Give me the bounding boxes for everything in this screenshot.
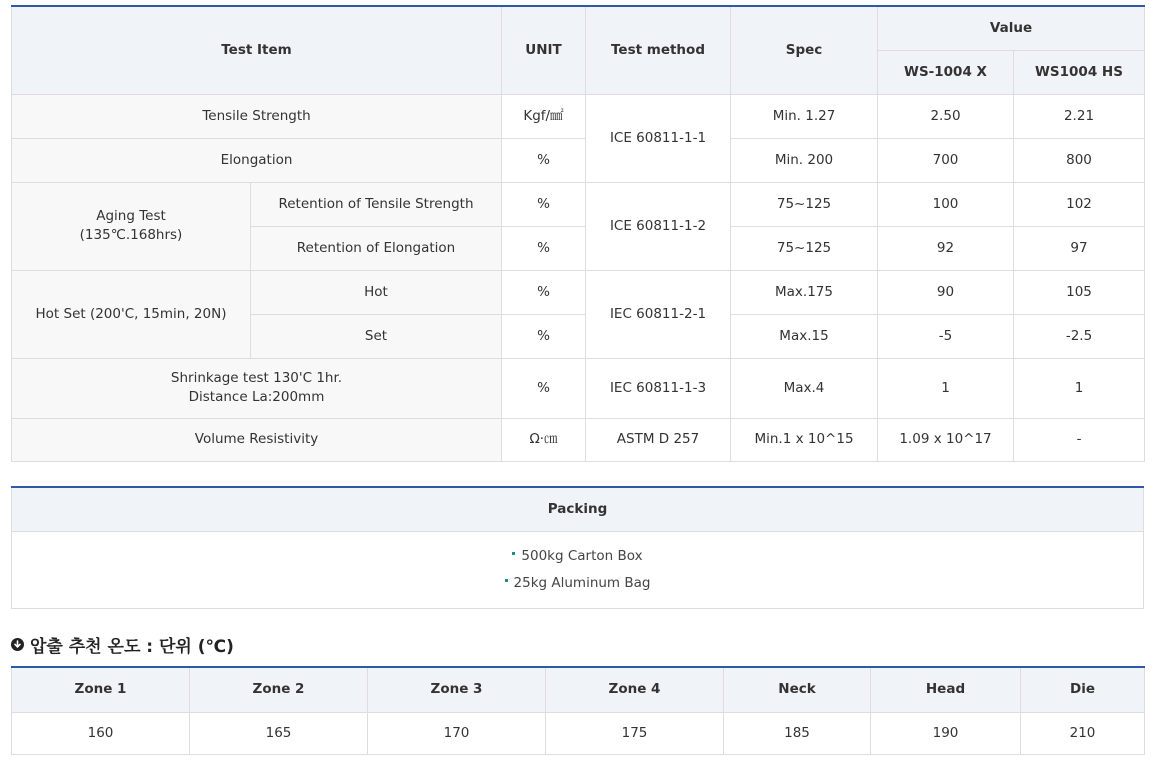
table-row (12, 358, 1145, 418)
header-zone-2: Zone 2 (190, 667, 368, 712)
packing-title: Packing (12, 487, 1144, 531)
row-method: ASTM D 257 (586, 418, 731, 461)
header-test-method: Test method (586, 6, 731, 94)
row-unit: % (502, 314, 586, 358)
row-method: IEC 60811-2-1 (586, 270, 731, 358)
header-unit: UNIT (502, 6, 586, 94)
spec-table-wrapper (11, 5, 1144, 462)
row-unit: % (502, 358, 586, 418)
header-ws-1004-x: WS-1004 X (878, 50, 1014, 94)
packing-items (12, 531, 1144, 608)
header-neck: Neck (724, 667, 871, 712)
row-value-hs: -2.5 (1014, 314, 1145, 358)
row-spec: Max.175 (731, 270, 878, 314)
row-item-retention-elongation: Retention of Elongation (251, 226, 502, 270)
row-item-elongation: Elongation (12, 138, 502, 182)
header-test-item: Test Item (12, 6, 502, 94)
row-value-hs: 2.21 (1014, 94, 1145, 138)
row-value-x: 92 (878, 226, 1014, 270)
row-item-set: Set (251, 314, 502, 358)
row-value-x: 2.50 (878, 94, 1014, 138)
table-row (12, 270, 1145, 314)
value-zone-2: 165 (190, 712, 368, 754)
row-unit: Ω·㎝ (502, 418, 586, 461)
row-value-x: 1.09 x 10^17 (878, 418, 1014, 461)
packing-table (11, 486, 1144, 609)
shrinkage-line-1: Shrinkage test 130'C 1hr. (170, 370, 343, 386)
row-item-volume-resistivity: Volume Resistivity (12, 418, 502, 461)
header-zone-3: Zone 3 (368, 667, 546, 712)
row-value-hs: 105 (1014, 270, 1145, 314)
packing-item-1: 500kg Carton Box (521, 547, 643, 564)
row-value-x: -5 (878, 314, 1014, 358)
row-item-retention-tensile: Retention of Tensile Strength (251, 182, 502, 226)
row-value-hs: 800 (1014, 138, 1145, 182)
circle-down-arrow-icon (11, 638, 24, 651)
row-method: ICE 60811-1-2 (586, 182, 731, 270)
packing-header-row (12, 487, 1144, 531)
shrinkage-line-2: Distance La:200mm (188, 389, 325, 405)
row-item-tensile: Tensile Strength (12, 94, 502, 138)
extrusion-temperature-table (11, 666, 1145, 755)
row-value-hs: 97 (1014, 226, 1145, 270)
header-spec: Spec (731, 6, 878, 94)
row-spec: Min. 1.27 (731, 94, 878, 138)
packing-body-row (12, 531, 1144, 608)
row-unit: % (502, 182, 586, 226)
row-spec: 75~125 (731, 226, 878, 270)
extrusion-title: 압출 추천 온도 : 단위 (℃) (30, 636, 234, 657)
header-ws1004-hs: WS1004 HS (1014, 50, 1145, 94)
row-spec: Max.15 (731, 314, 878, 358)
table-row (12, 418, 1145, 461)
row-unit: % (502, 226, 586, 270)
row-unit: Kgf/㎟ (502, 94, 586, 138)
row-unit: % (502, 270, 586, 314)
table-row (12, 712, 1145, 754)
row-group-aging (12, 182, 251, 270)
list-item (12, 543, 1143, 570)
row-item-shrinkage (12, 358, 502, 418)
packing-item-2: 25kg Aluminum Bag (513, 574, 651, 591)
value-zone-3: 170 (368, 712, 546, 754)
spec-header-row-1 (12, 6, 1145, 50)
row-item-hot: Hot (251, 270, 502, 314)
row-value-hs: 1 (1014, 358, 1145, 418)
table-row (12, 138, 1145, 182)
bullet-icon (512, 552, 515, 555)
table-row (12, 94, 1145, 138)
value-die: 210 (1021, 712, 1145, 754)
list-item (12, 570, 1143, 597)
row-method: ICE 60811-1-1 (586, 94, 731, 182)
value-neck: 185 (724, 712, 871, 754)
header-zone-1: Zone 1 (12, 667, 190, 712)
row-spec: 75~125 (731, 182, 878, 226)
header-die: Die (1021, 667, 1145, 712)
header-head: Head (871, 667, 1021, 712)
row-value-x: 1 (878, 358, 1014, 418)
row-value-x: 700 (878, 138, 1014, 182)
row-group-hotset: Hot Set (200'C, 15min, 20N) (12, 270, 251, 358)
aging-condition: (135℃.168hrs) (79, 227, 183, 243)
value-zone-4: 175 (546, 712, 724, 754)
row-spec: Max.4 (731, 358, 878, 418)
row-method: IEC 60811-1-3 (586, 358, 731, 418)
row-value-x: 100 (878, 182, 1014, 226)
row-spec: Min. 200 (731, 138, 878, 182)
value-head: 190 (871, 712, 1021, 754)
extrusion-section-heading (11, 632, 234, 656)
zone-header-row (12, 667, 1145, 712)
table-row (12, 182, 1145, 226)
row-value-hs: - (1014, 418, 1145, 461)
row-unit: % (502, 138, 586, 182)
row-value-hs: 102 (1014, 182, 1145, 226)
spec-table (11, 5, 1145, 462)
bullet-icon (505, 579, 508, 582)
row-value-x: 90 (878, 270, 1014, 314)
header-value: Value (878, 6, 1145, 50)
aging-title: Aging Test (96, 208, 166, 224)
row-spec: Min.1 x 10^15 (731, 418, 878, 461)
value-zone-1: 160 (12, 712, 190, 754)
header-zone-4: Zone 4 (546, 667, 724, 712)
